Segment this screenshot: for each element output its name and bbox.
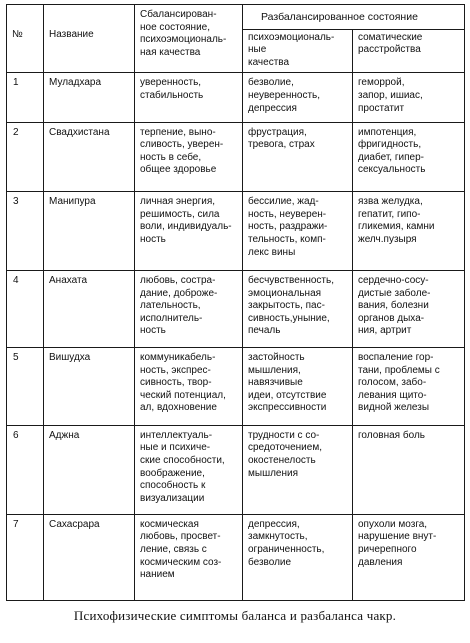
header-unbalanced <box>243 5 465 30</box>
table-row <box>7 347 465 425</box>
chakra-name-cell <box>44 271 135 348</box>
psycho-text: застойность мышления, навязчивые идеи, отсутствие экспрессивности <box>248 351 327 414</box>
row-num: 6 <box>13 429 19 441</box>
chakra-name-cell <box>44 347 135 425</box>
balanced-cell <box>135 73 243 122</box>
balanced-cell <box>135 514 243 600</box>
row-num-cell <box>7 192 44 271</box>
psycho-text: безволие, неуверенность, депрессия <box>248 77 321 114</box>
chakra-name: Свадхистана <box>49 126 110 138</box>
row-num: 4 <box>13 275 19 287</box>
table-row <box>7 425 465 514</box>
chakra-name-cell <box>44 73 135 122</box>
balanced-text: любовь, состра- дание, доброже- лательность, исполнитель- ность <box>140 275 218 337</box>
table-row <box>7 271 465 348</box>
header-name <box>44 5 135 73</box>
psycho-text: бесчувственность, эмоциональная закрытость, пас- сивность,уныние, печаль <box>248 275 334 337</box>
header-name-text: Название <box>49 29 94 41</box>
balanced-cell <box>135 192 243 271</box>
balanced-cell <box>135 347 243 425</box>
balanced-text: космическая любовь, просвет- ление, связь с космическим соз- нанием <box>140 518 222 581</box>
row-num: 7 <box>13 518 19 530</box>
row-num-cell <box>7 271 44 348</box>
psycho-cell <box>243 192 353 271</box>
somatic-cell <box>353 514 465 600</box>
somatic-cell <box>353 347 465 425</box>
psycho-cell <box>243 271 353 348</box>
row-num-cell <box>7 514 44 600</box>
chakra-name: Манипура <box>49 196 96 208</box>
somatic-text: опухоли мозга, нарушение внут- ричерепного давления <box>358 518 437 568</box>
psycho-cell <box>243 347 353 425</box>
balanced-text: личная энергия, решимость, сила воли, индивидуаль- ность <box>140 196 232 245</box>
chakra-name-cell <box>44 425 135 514</box>
chakra-table-container <box>6 4 464 601</box>
chakra-table <box>6 4 465 601</box>
chakra-name: Анахата <box>49 275 88 287</box>
somatic-cell <box>353 122 465 192</box>
header-row-top <box>7 5 465 30</box>
table-caption: Психофизические симптомы баланса и разбаланса чакр. <box>73 608 397 623</box>
psycho-cell <box>243 425 353 514</box>
somatic-text: сердечно-сосу- дистые заболе- вания, болезни органов дыха- ния, артрит <box>358 275 431 337</box>
header-balanced <box>135 5 243 73</box>
psycho-text: трудности с со- средоточением, окостенелость мышления <box>248 429 322 479</box>
header-num-text: № <box>12 29 23 41</box>
header-balanced-text: Сбалансирован- ное состояние, психоэмоциональ- ная качества <box>140 9 227 58</box>
table-row <box>7 73 465 122</box>
psycho-cell <box>243 514 353 600</box>
somatic-cell <box>353 73 465 122</box>
header-somatic-text: соматические расстройства <box>358 31 423 56</box>
balanced-text: уверенность, стабильность <box>140 77 204 101</box>
balanced-text: интеллектуаль- ные и психиче- ские способности, воображение, способность к визуализации <box>140 429 225 504</box>
somatic-cell <box>353 271 465 348</box>
chakra-name: Вишудха <box>49 351 91 363</box>
psycho-cell <box>243 73 353 122</box>
balanced-cell <box>135 271 243 348</box>
chakra-name-cell <box>44 514 135 600</box>
balanced-cell <box>135 122 243 192</box>
somatic-text: язва желудка, гепатит, гипо- гликемия, камни желч.пузыря <box>358 196 435 245</box>
row-num: 1 <box>13 77 19 89</box>
table-row <box>7 122 465 192</box>
balanced-cell <box>135 425 243 514</box>
chakra-name: Муладхара <box>49 77 102 89</box>
balanced-text: коммуникабель- ность, экспрес- сивность, твор- ческий потенциал, ал, вдохновение <box>140 351 226 414</box>
somatic-text: головная боль <box>358 429 425 441</box>
balanced-text: терпение, выно- сливость, уверен- ность в себе, общее здоровье <box>140 126 224 176</box>
row-num-cell <box>7 122 44 192</box>
somatic-cell <box>353 192 465 271</box>
table-row <box>7 514 465 600</box>
row-num: 3 <box>13 196 19 208</box>
row-num: 2 <box>13 126 19 138</box>
chakra-name: Сахасрара <box>49 518 100 530</box>
row-num: 5 <box>13 351 19 363</box>
psycho-text: бессилие, жад- ность, неуверен- ность, раздражи- тельность, комп- лекс вины <box>248 196 328 258</box>
header-num <box>7 5 44 73</box>
header-psycho-text: психоэмоциональ- ные качества <box>248 31 335 68</box>
somatic-text: импотенция, фригидность, диабет, гипер- сексуальность <box>358 126 426 176</box>
header-somatic <box>353 29 465 73</box>
somatic-cell <box>353 425 465 514</box>
chakra-name-cell <box>44 122 135 192</box>
psycho-cell <box>243 122 353 192</box>
somatic-text: геморрой, запор, ишиас, простатит <box>358 77 423 114</box>
header-unbalanced-text: Разбалансированное состояние <box>261 11 418 23</box>
somatic-text: воспаление гор- тани, проблемы с голосом, забо- левания щито- видной железы <box>358 351 440 414</box>
row-num-cell <box>7 425 44 514</box>
psycho-text: фрустрация, тревога, страх <box>248 126 315 151</box>
chakra-name: Аджна <box>49 429 80 441</box>
row-num-cell <box>7 347 44 425</box>
chakra-name-cell <box>44 192 135 271</box>
psycho-text: депрессия, замкнутость, ограниченность, безволие <box>248 518 325 568</box>
header-psycho <box>243 29 353 73</box>
table-row <box>7 192 465 271</box>
row-num-cell <box>7 73 44 122</box>
